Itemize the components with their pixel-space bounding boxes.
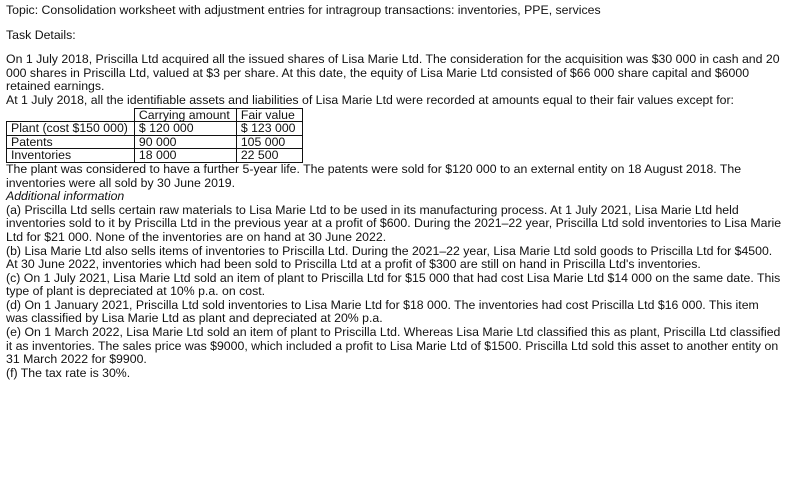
table-cell: Inventories [7,149,135,163]
table-header-row [7,108,303,122]
table-cell: 105 000 [236,135,302,149]
item-f: (f) The tax rate is 30%. [6,365,131,380]
topic-line: Topic: Consolidation worksheet with adjustment entries for intragroup transactions: inventories, PPE, services [6,3,601,17]
table-cell: 90 000 [134,135,236,149]
table-header-cell: Carrying amount [134,108,236,122]
table-cell: 22 500 [236,149,302,163]
table-row [7,149,303,163]
item-e: (e) On 1 March 2022, Lisa Marie Ltd sold an item of plant to Priscilla Ltd. Whereas Lisa Marie Ltd classified this as plant, Priscilla Ltd classified it as inventories. The sales price was $9000, which included a profit to Lisa Marie Ltd of $1500. Priscilla Ltd sold this asset to another entity on 31 March 2022 for $9900. [6,325,781,367]
table-cell: Patents [7,135,135,149]
intro-paragraph-1: On 1 July 2018, Priscilla Ltd acquired all the issued shares of Lisa Marie Ltd. The consideration for the acquisition was $30 000 in cash and 20 000 shares in Priscilla Ltd, valued at $3 per share. At this date, the equity of Lisa Marie Ltd consisted of $66 000 share capital and $6000 retained earnings. [6,52,780,94]
item-d: (d) On 1 January 2021, Priscilla Ltd sold inventories to Lisa Marie Ltd for $18 000. The inventories had cost Priscilla Ltd $16 000. This item was classified by Lisa Marie Ltd as plant and depreciated at 20% p.a. [6,297,759,326]
item-a: (a) Priscilla Ltd sells certain raw materials to Lisa Marie Ltd to be used in its manufacturing process. At 1 July 2021, Lisa Marie Ltd held inventories sold to it by Priscilla Ltd in the previous year at a profit of $600. During the 2021–22 year, Priscilla Ltd sold inventories to Lisa Marie Ltd for $21 000. None of the inventories are on hand at 30 June 2022. [6,202,782,244]
table-cell: Plant (cost $150 000) [7,122,135,136]
table-cell: $ 120 000 [134,122,236,136]
table-cell: $ 123 000 [236,122,302,136]
task-details-heading: Task Details: [6,27,76,42]
intro-paragraph-2: At 1 July 2018, all the identifiable assets and liabilities of Lisa Marie Ltd were recorded at amounts equal to their fair values except for: [6,92,734,107]
table-row [7,135,303,149]
item-c: (c) On 1 July 2021, Lisa Marie Ltd sold an item of plant to Priscilla Ltd for $15 000 that had cost Lisa Marie Ltd $14 000 on the same date. This type of plant is depreciated at 10% p.a. on cost. [6,270,781,299]
table-header-cell: Fair value [236,108,302,122]
table-row [7,122,303,136]
item-b: (b) Lisa Marie Ltd also sells items of inventories to Priscilla Ltd. During the 2021–22 year, Lisa Marie Ltd sold goods to Priscilla Ltd for $4500. At 30 June 2022, inventories which had been sold to Priscilla Ltd at a profit of $300 are still on hand in Priscilla Ltd's inventories. [6,243,773,272]
table-header-cell [7,108,135,122]
additional-information-heading: Additional information [6,189,125,204]
after-table-paragraph: The plant was considered to have a further 5-year life. The patents were sold for $120 000 to an external entity on 18 August 2018. The inventories were all sold by 30 June 2019. [6,161,742,190]
table-cell: 18 000 [134,149,236,163]
fair-value-table [6,108,303,163]
